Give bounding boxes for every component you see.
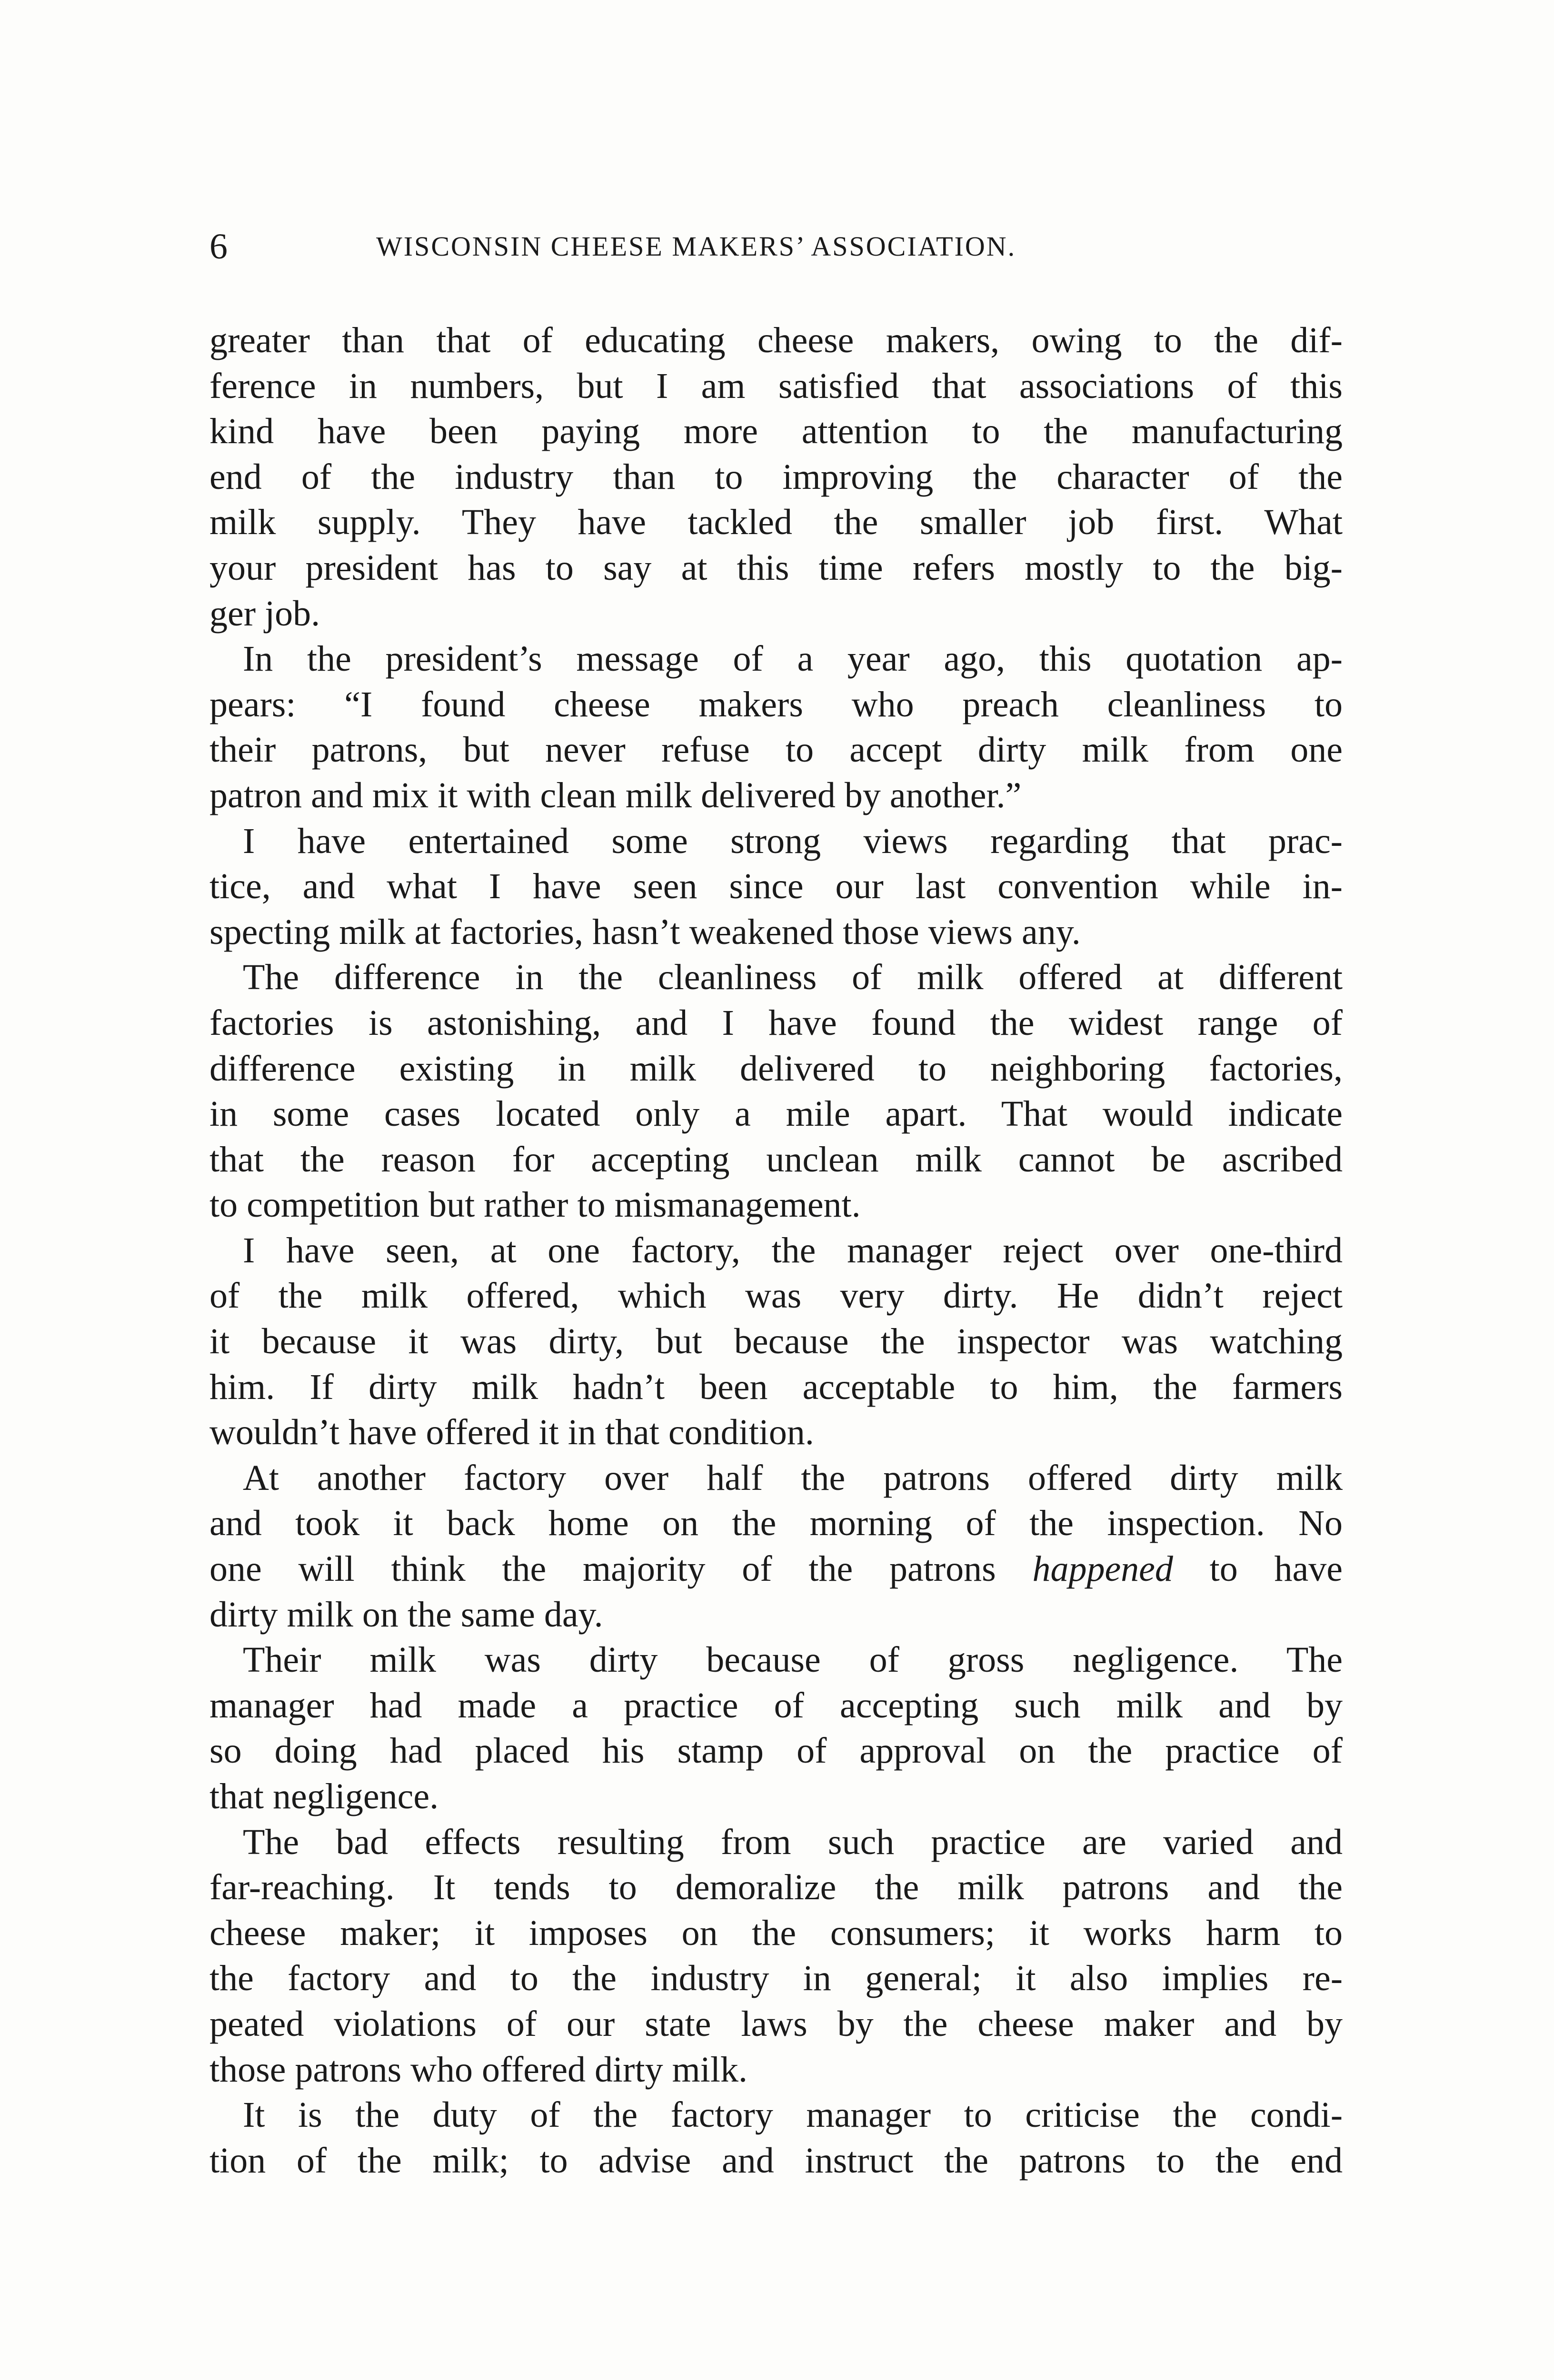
text-line bbox=[209, 1547, 1343, 1592]
italic-emphasis: happened bbox=[1032, 1549, 1173, 1589]
text-line: pears: “I found cheese makers who preach cleanliness to bbox=[209, 684, 1343, 724]
text-line: cheese maker; it imposes on the consumers; it works harm to bbox=[209, 1913, 1343, 1953]
text-line: patron and mix it with clean milk delivered by another.” bbox=[209, 775, 1022, 815]
text-line: that the reason for accepting unclean milk cannot be ascribed bbox=[209, 1139, 1343, 1180]
text-fragment: to have bbox=[1173, 1549, 1343, 1589]
paragraph-4 bbox=[209, 955, 1343, 1228]
text-line: The bad effects resulting from such practice are varied and bbox=[243, 1822, 1343, 1862]
text-line: those patrons who offered dirty milk. bbox=[209, 2049, 747, 2090]
running-head bbox=[209, 223, 1343, 270]
text-line: It is the duty of the factory manager to criticise the condi- bbox=[243, 2095, 1343, 2135]
paragraph-8 bbox=[209, 1820, 1343, 2093]
text-line: wouldn’t have offered it in that condition. bbox=[209, 1412, 814, 1453]
text-line: factories is astonishing, and I have found the widest range of bbox=[209, 1002, 1343, 1043]
text-line: so doing had placed his stamp of approval on the practice of bbox=[209, 1731, 1343, 1771]
text-line: of the milk offered, which was very dirty. He didn’t reject bbox=[209, 1276, 1343, 1316]
text-line: it because it was dirty, but because the inspector was watching bbox=[209, 1321, 1343, 1362]
text-line: milk supply. They have tackled the smaller job first. What bbox=[209, 502, 1343, 543]
text-line: dirty milk on the same day. bbox=[209, 1594, 603, 1635]
text-line: difference existing in milk delivered to neighboring factories, bbox=[209, 1048, 1343, 1089]
text-line: At another factory over half the patrons offered dirty milk bbox=[243, 1458, 1343, 1498]
paragraph-9 bbox=[209, 2092, 1343, 2183]
paragraph-5 bbox=[209, 1228, 1343, 1456]
text-line: peated violations of our state laws by the cheese maker and by bbox=[209, 2003, 1343, 2044]
text-line: In the president’s message of a year ago, this quotation ap- bbox=[243, 639, 1343, 679]
paragraph-1 bbox=[209, 318, 1343, 636]
paragraph-7 bbox=[209, 1637, 1343, 1819]
text-line: I have seen, at one factory, the manager reject over one-third bbox=[243, 1230, 1343, 1270]
text-line: tice, and what I have seen since our last convention while in- bbox=[209, 866, 1343, 907]
text-line: and took it back home on the morning of the inspection. No bbox=[209, 1503, 1343, 1544]
body-text bbox=[209, 318, 1343, 2183]
text-line: Their milk was dirty because of gross negligence. The bbox=[243, 1640, 1343, 1680]
text-line: that negligence. bbox=[209, 1776, 439, 1816]
text-line: The difference in the cleanliness of milk offered at different bbox=[243, 957, 1343, 998]
page-number: 6 bbox=[209, 227, 228, 267]
text-line: end of the industry than to improving the character of the bbox=[209, 456, 1343, 497]
text-line: tion of the milk; to advise and instruct the patrons to the end bbox=[209, 2140, 1343, 2181]
text-line: greater than that of educating cheese makers, owing to the dif- bbox=[209, 320, 1343, 360]
text-line: the factory and to the industry in general; it also implies re- bbox=[209, 1958, 1343, 1999]
text-line: far-reaching. It tends to demoralize the milk patrons and the bbox=[209, 1867, 1343, 1908]
paragraph-2 bbox=[209, 636, 1343, 818]
text-fragment: one will think the majority of the patrons bbox=[209, 1549, 1033, 1589]
text-line: manager had made a practice of accepting such milk and by bbox=[209, 1685, 1343, 1726]
text-line: kind have been paying more attention to the manufacturing bbox=[209, 411, 1343, 452]
text-line: to competition but rather to mismanagement. bbox=[209, 1185, 861, 1225]
text-line: him. If dirty milk hadn’t been acceptable to him, the farmers bbox=[209, 1367, 1343, 1407]
text-line: their patrons, but never refuse to accept dirty milk from one bbox=[209, 730, 1343, 770]
text-line: ference in numbers, but I am satisfied that associations of this bbox=[209, 366, 1343, 406]
text-line: specting milk at factories, hasn’t weakened those views any. bbox=[209, 912, 1081, 952]
text-line: ger job. bbox=[209, 593, 320, 634]
running-head-title: WISCONSIN CHEESE MAKERS’ ASSOCIATION. bbox=[376, 231, 1016, 262]
text-line: your president has to say at this time refers mostly to the big- bbox=[209, 547, 1343, 588]
paragraph-3 bbox=[209, 819, 1343, 955]
paragraph-6 bbox=[209, 1456, 1343, 1637]
text-line: I have entertained some strong views regarding that prac- bbox=[243, 821, 1343, 861]
text-line: in some cases located only a mile apart. That would indicate bbox=[209, 1094, 1343, 1134]
